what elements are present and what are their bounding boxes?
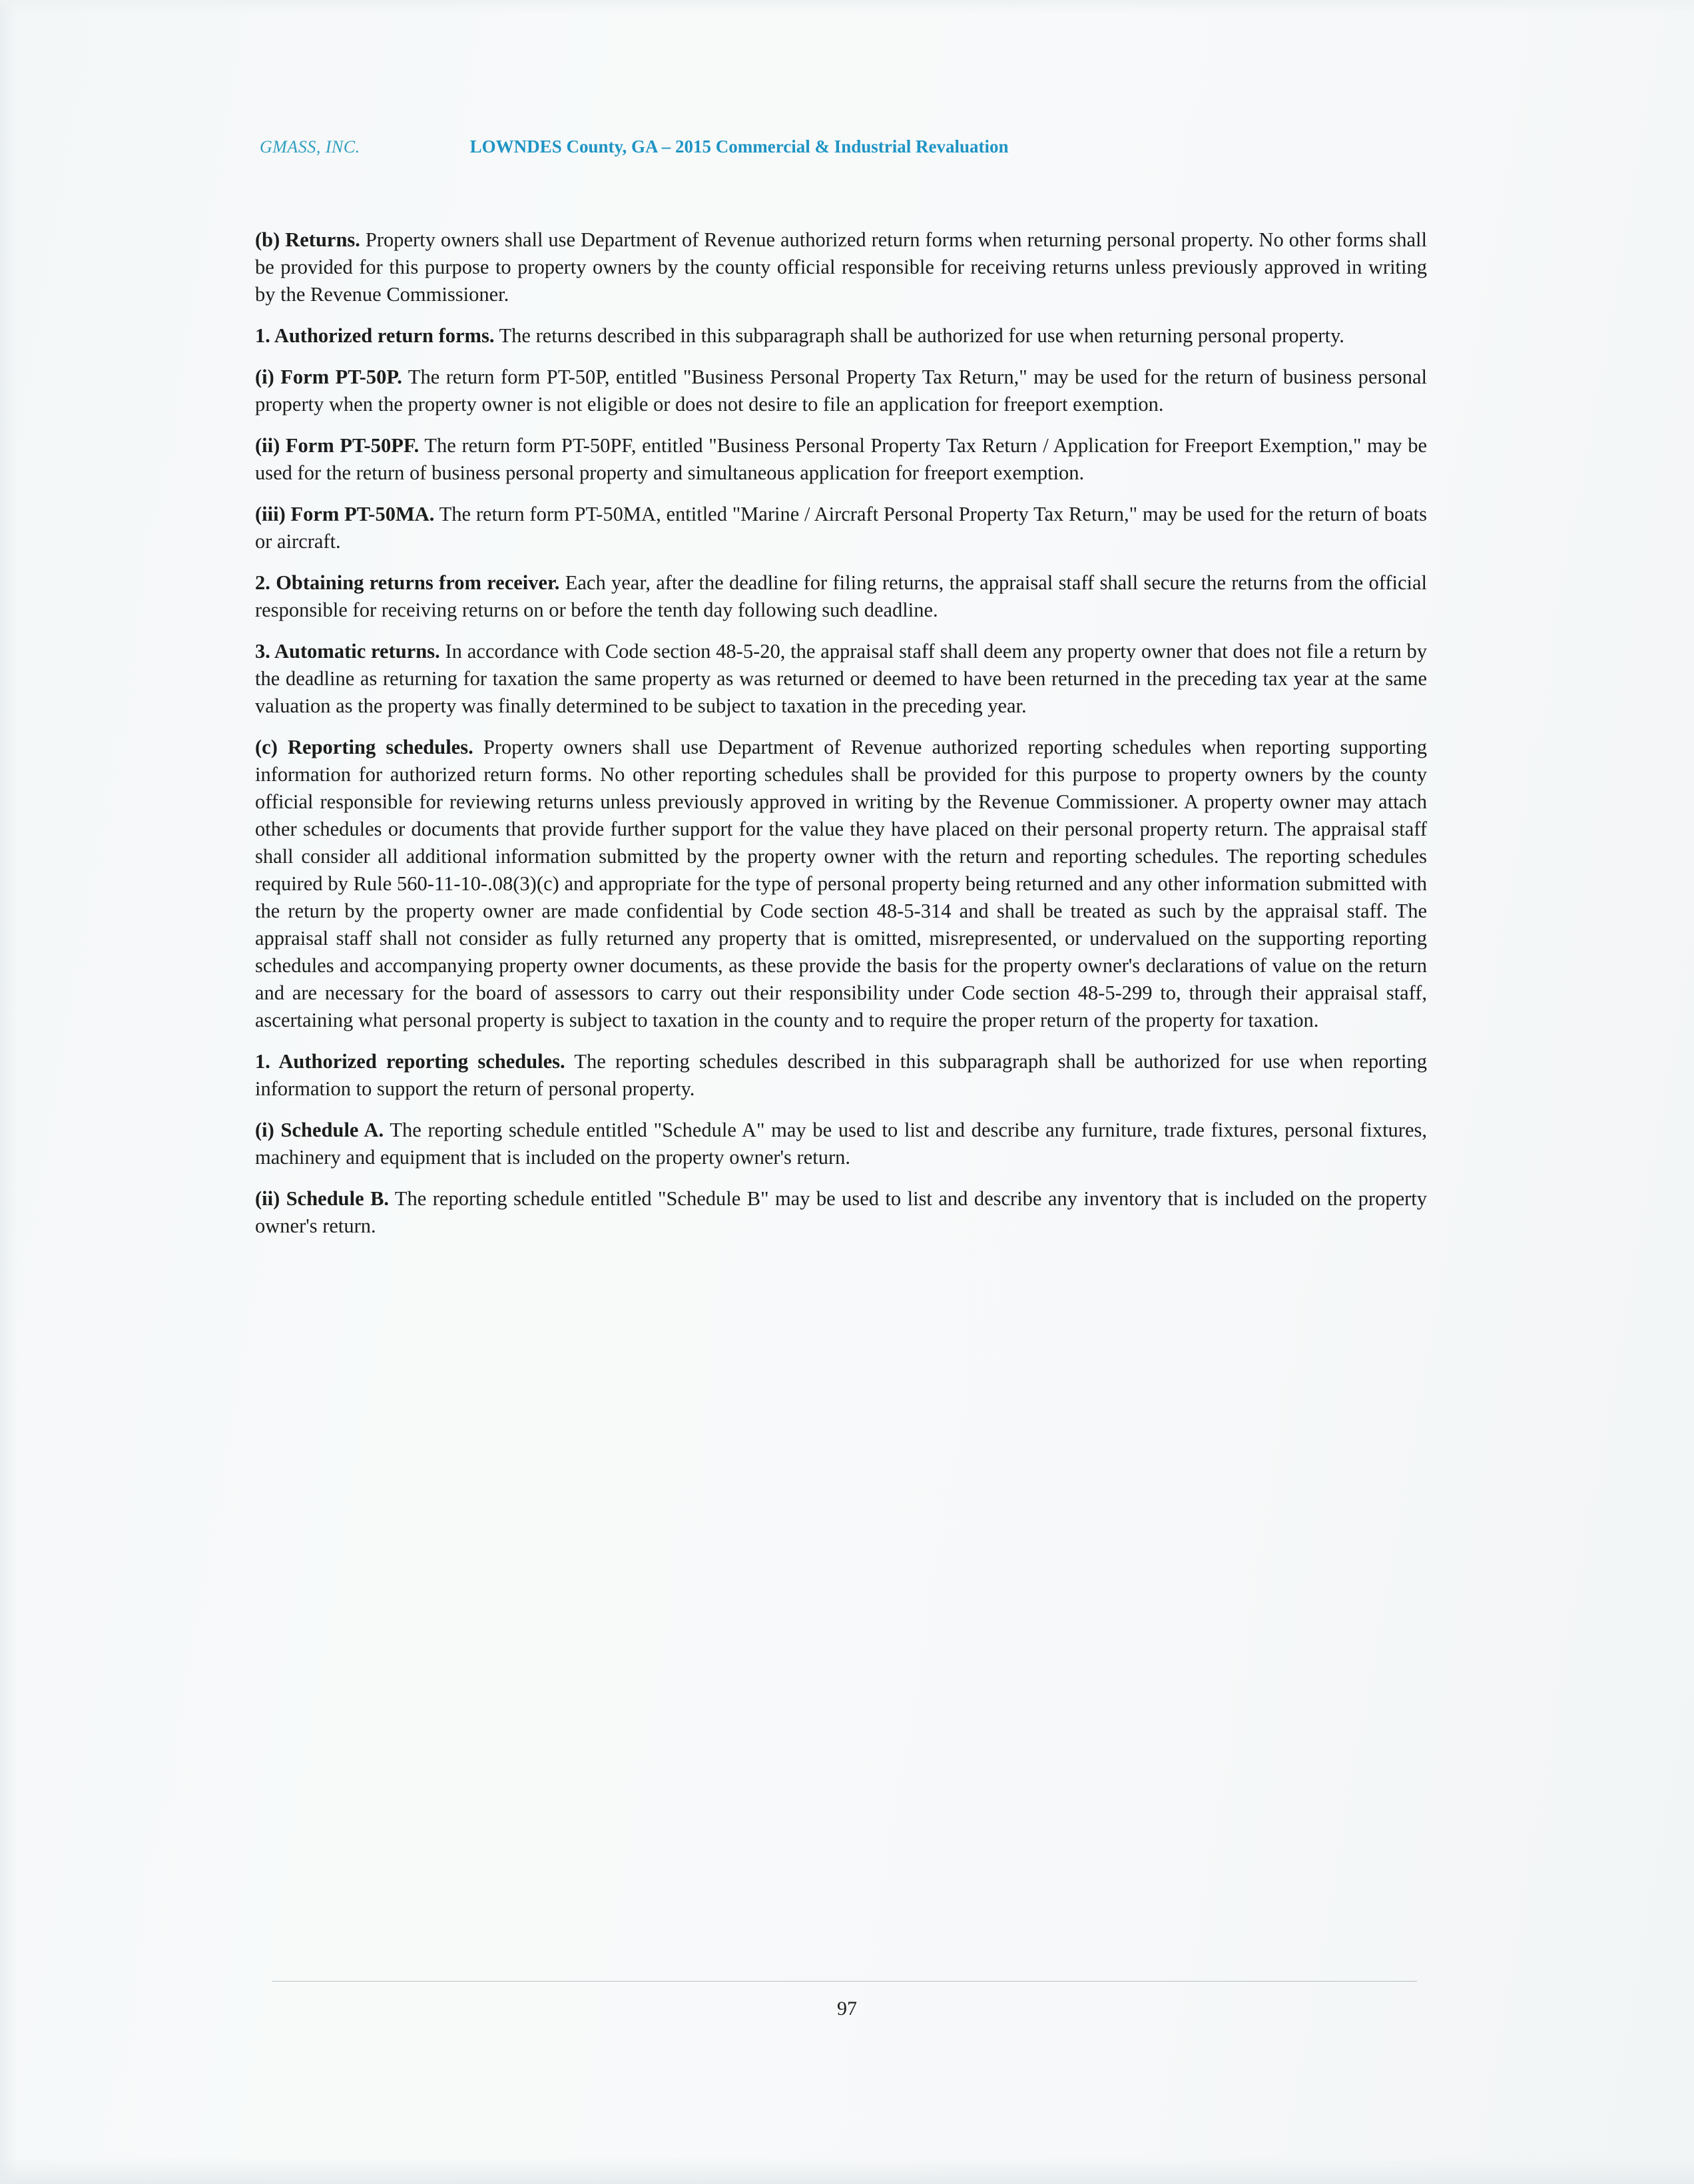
header-company-name: GMASS, INC. xyxy=(260,137,360,156)
paragraph-lead: (b) Returns. xyxy=(255,228,360,251)
paragraph-b-returns xyxy=(255,226,1427,308)
paragraph-lead: (c) Reporting schedules. xyxy=(255,736,473,758)
paragraph-text: Each year, after the deadline for filing returns, the appraisal staff shall secure the returns from the official responsible for receiving returns on or before the tenth day following such deadline. xyxy=(255,571,1427,621)
paragraph-lead: (i) Form PT-50P. xyxy=(255,366,402,388)
paragraph-text: In accordance with Code section 48-5-20, the appraisal staff shall deem any property owner that does not file a return by the deadline as returning for taxation the same property as was returned or deemed to have been returned in the preceding tax year at the same valuation as the property was finally determined to be subject to taxation in the preceding year. xyxy=(255,640,1427,717)
paragraph-authorized-reporting-schedules xyxy=(255,1048,1427,1103)
paragraph-lead: 2. Obtaining returns from receiver. xyxy=(255,571,560,594)
paragraph-lead: 3. Automatic returns. xyxy=(255,640,440,663)
paragraph-text: The return form PT-50MA, entitled "Marine / Aircraft Personal Property Tax Return," may be used for the return of boats or aircraft. xyxy=(255,503,1427,553)
paragraph-text: The reporting schedules described in this subparagraph shall be authorized for use when reporting information to support the return of personal property. xyxy=(255,1050,1427,1100)
page-number: 97 xyxy=(837,1998,857,2020)
paragraph-obtaining-returns xyxy=(255,569,1427,624)
paragraph-form-pt50ma xyxy=(255,501,1427,555)
paragraph-lead: (ii) Schedule B. xyxy=(255,1187,390,1210)
paragraph-lead: (ii) Form PT-50PF. xyxy=(255,434,420,457)
paragraph-authorized-return-forms xyxy=(255,322,1427,350)
paragraph-text: Property owners shall use Department of Revenue authorized reporting schedules when reporting supporting information for authorized return forms. No other reporting schedules shall be provided for this purpose to property owners by the county official responsible for reviewing returns unless previously approved in writing by the Revenue Commissioner. A property owner may attach other schedules or documents that provide further support for the value they have placed on their personal property return. The appraisal staff shall consider all additional information submitted by the property owner with the return and reporting schedules. The reporting schedules required by Rule 560-11-10-.08(3)(c) and appropriate for the type of personal property being returned and any other information submitted with the return by the property owner are made confidential by Code section 48-5-314 and shall be treated as such by the appraisal staff. The appraisal staff shall not consider as fully returned any property that is omitted, misrepresented, or undervalued on the supporting reporting schedules and accompanying property owner documents, as these provide the basis for the property owner's declarations of value on the return and are necessary for the board of assessors to carry out their responsibility under Code section 48-5-299 to, through their appraisal staff, ascertaining what personal property is subject to taxation in the county and to require the proper return of the property for taxation. xyxy=(255,736,1427,1031)
footer-divider xyxy=(272,1981,1417,1982)
paragraph-text: Property owners shall use Department of Revenue authorized return forms when returning personal property. No other forms shall be provided for this purpose to property owners by the county official responsible for receiving returns unless previously approved in writing by the Revenue Commissioner. xyxy=(255,228,1427,306)
paragraph-text: The reporting schedule entitled "Schedule A" may be used to list and describe any furniture, trade fixtures, personal fixtures, machinery and equipment that is included on the property owner's return. xyxy=(255,1119,1427,1169)
paragraph-lead: 1. Authorized return forms. xyxy=(255,324,495,347)
paragraph-lead: 1. Authorized reporting schedules. xyxy=(255,1050,565,1073)
paragraph-lead: (iii) Form PT-50MA. xyxy=(255,503,435,525)
page-header xyxy=(260,136,1452,157)
scan-edge-top xyxy=(0,0,1694,13)
paragraph-automatic-returns xyxy=(255,638,1427,720)
paragraph-text: The return form PT-50PF, entitled "Business Personal Property Tax Return / Application for Freeport Exemption," may be used for the return of business personal property and simultaneous application for freeport exemption. xyxy=(255,434,1427,484)
header-project-title: LOWNDES County, GA – 2015 Commercial & Industrial Revaluation xyxy=(469,136,1009,156)
paragraph-text: The reporting schedule entitled "Schedule B" may be used to list and describe any inventory that is included on the property owner's return. xyxy=(255,1187,1428,1237)
scan-edge-bottom xyxy=(0,2157,1694,2184)
paragraph-form-pt50p xyxy=(255,364,1427,418)
paragraph-lead: (i) Schedule A. xyxy=(255,1119,384,1141)
paragraph-schedule-a xyxy=(255,1117,1427,1171)
paragraph-form-pt50pf xyxy=(255,432,1427,487)
paragraph-text: The return form PT-50P, entitled "Business Personal Property Tax Return," may be used for the return of business personal property when the property owner is not eligible or does not desire to file an application for freeport exemption. xyxy=(255,366,1427,415)
document-body xyxy=(255,226,1427,1254)
paragraph-c-reporting-schedules xyxy=(255,734,1427,1034)
paragraph-schedule-b xyxy=(255,1185,1427,1240)
scan-edge-left xyxy=(0,0,17,2184)
paragraph-text: The returns described in this subparagraph shall be authorized for use when returning personal property. xyxy=(494,324,1344,347)
